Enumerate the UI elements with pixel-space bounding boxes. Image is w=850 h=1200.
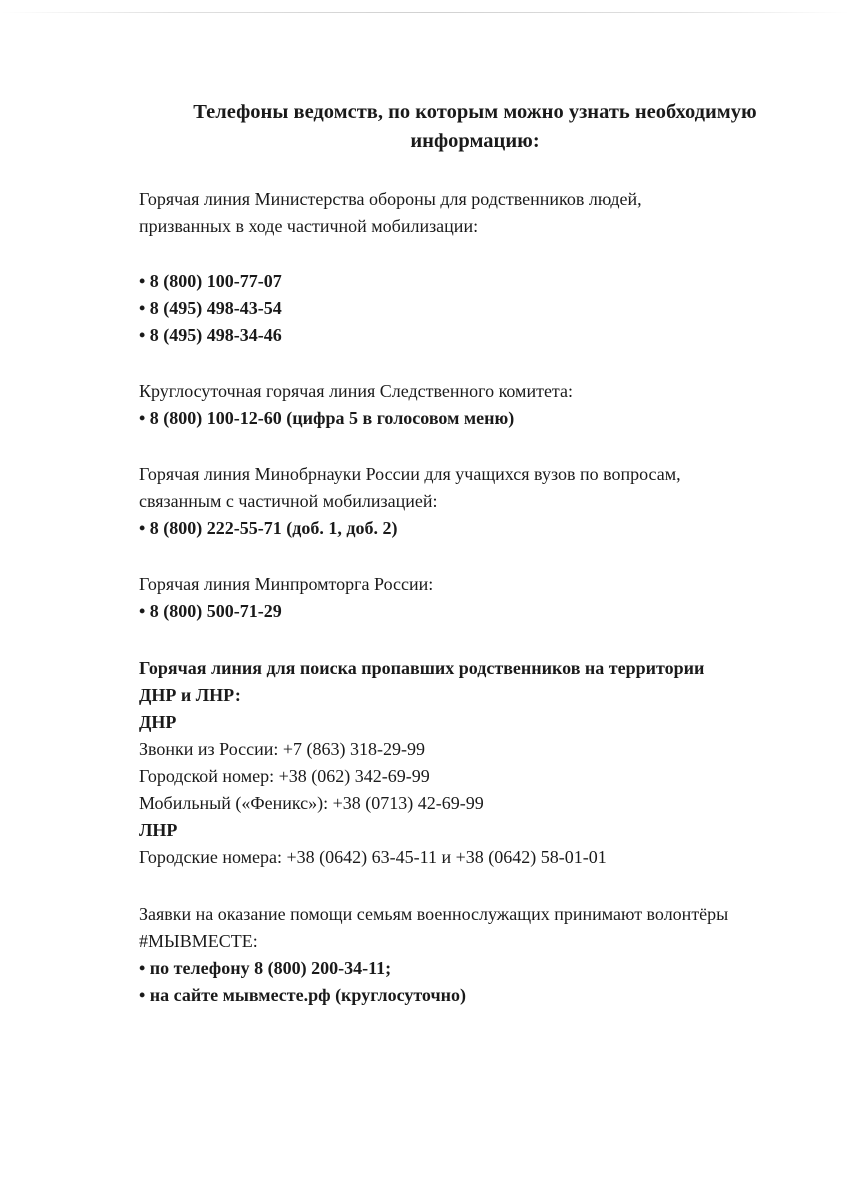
title-line-1: Телефоны ведомств, по которым можно узнать необходимую bbox=[193, 101, 757, 123]
volunteers-intro-line-2: #МЫВМЕСТЕ: bbox=[139, 931, 258, 951]
volunteers-item-phone: • по телефону 8 (800) 200-34-11; bbox=[139, 958, 392, 978]
dnr-line-3: Мобильный («Феникс»): +38 (0713) 42-69-99 bbox=[139, 793, 484, 813]
mod-phone-3: • 8 (495) 498-34-46 bbox=[139, 325, 282, 345]
mod-intro-line-2: призванных в ходе частичной мобилизации: bbox=[139, 216, 479, 236]
scan-edge-line bbox=[0, 12, 850, 13]
dnr-label: ДНР bbox=[139, 712, 177, 732]
lnr-label: ЛНР bbox=[139, 820, 178, 840]
sk-phone: • 8 (800) 100-12-60 (цифра 5 в голосовом меню) bbox=[139, 408, 515, 428]
sk-intro: Круглосуточная горячая линия Следственного комитета: bbox=[139, 381, 574, 401]
lnr-line: Городские номера: +38 (0642) 63-45-11 и +38 (0642) 58-01-01 bbox=[139, 847, 607, 867]
search-heading-line-1: Горячая линия для поиска пропавших родственников на территории bbox=[139, 658, 705, 678]
search-heading-line-2: ДНР и ЛНР: bbox=[139, 685, 241, 705]
mod-phone-1: • 8 (800) 100-77-07 bbox=[139, 271, 282, 291]
mod-intro-line-1: Горячая линия Министерства обороны для родственников людей, bbox=[139, 189, 642, 209]
title-line-2: информацию: bbox=[410, 130, 540, 152]
minprom-phone: • 8 (800) 500-71-29 bbox=[139, 601, 282, 621]
minobr-intro-line-2: связанным с частичной мобилизацией: bbox=[139, 491, 438, 511]
volunteers-intro-line-1: Заявки на оказание помощи семьям военнослужащих принимают волонтёры bbox=[139, 904, 729, 924]
minobr-phone: • 8 (800) 222-55-71 (доб. 1, доб. 2) bbox=[139, 518, 398, 538]
minobr-intro-line-1: Горячая линия Минобрнауки России для учащихся вузов по вопросам, bbox=[139, 464, 681, 484]
mod-phone-2: • 8 (495) 498-43-54 bbox=[139, 298, 282, 318]
page-title bbox=[100, 98, 850, 156]
dnr-line-1: Звонки из России: +7 (863) 318-29-99 bbox=[139, 739, 426, 759]
volunteers-item-site: • на сайте мывместе.рф (круглосуточно) bbox=[139, 985, 466, 1005]
dnr-line-2: Городской номер: +38 (062) 342-69-99 bbox=[139, 766, 430, 786]
minprom-intro: Горячая линия Минпромторга России: bbox=[139, 574, 434, 594]
